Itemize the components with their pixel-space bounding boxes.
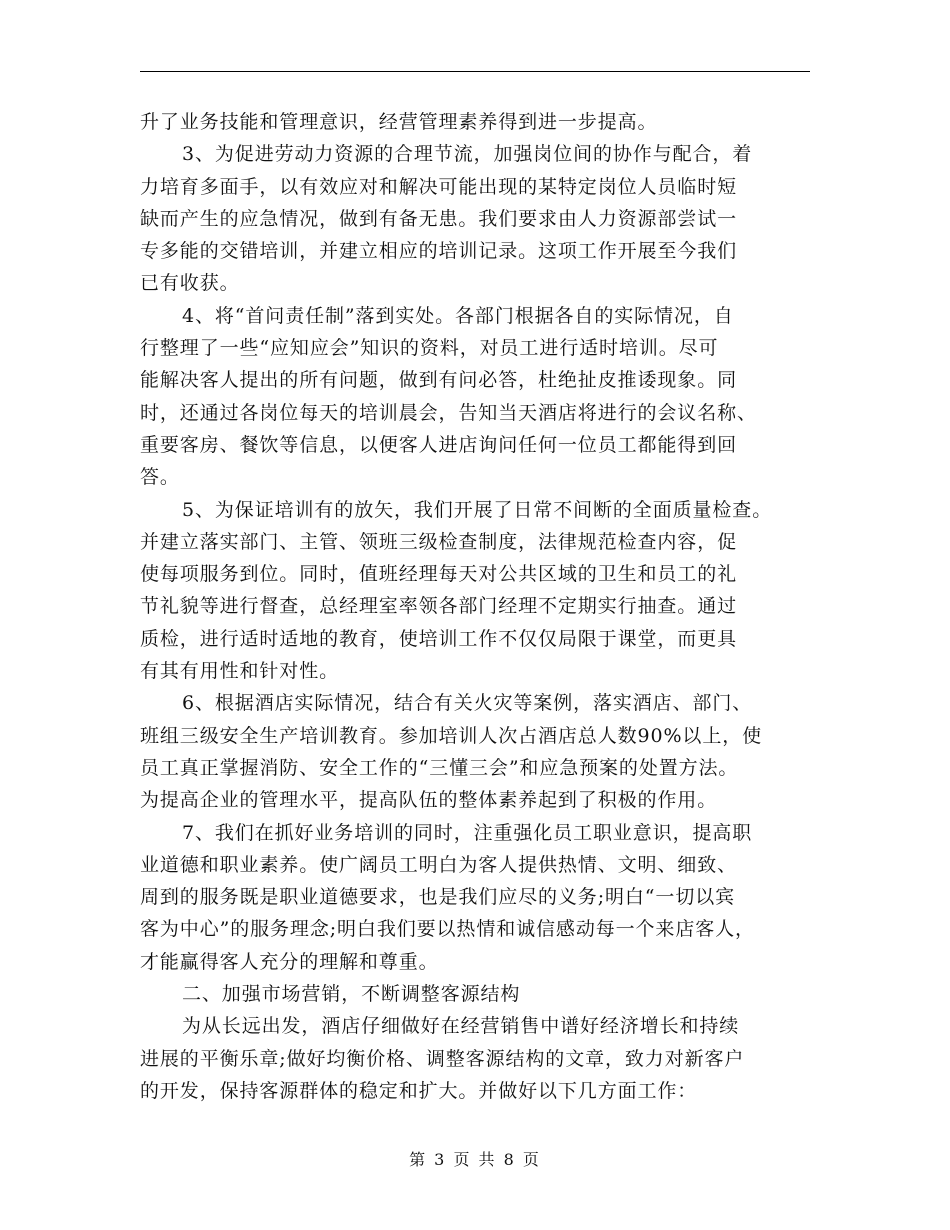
text-line: 周到的服务既是职业道德要求，也是我们应尽的义务;明白“一切以宾: [140, 886, 736, 909]
text-line: 能解决客人提出的所有问题，做到有问必答，杜绝扯皮推诿现象。同: [140, 369, 738, 392]
text-line: 业道德和职业素养。使广阔员工明白为客人提供热情、文明、细致、: [140, 853, 738, 876]
text-line: 力培育多面手，以有效应对和解决可能出现的某特定岗位人员临时短: [140, 175, 738, 198]
text-line: 才能赢得客人充分的理解和尊重。: [140, 950, 439, 973]
text-line: 节礼貌等进行督查，总经理室率领各部门经理不定期实行抽查。通过: [140, 595, 738, 618]
text-line: 客为中心”的服务理念;明白我们要以热情和诚信感动每一个来店客人，: [140, 918, 755, 941]
page-number: 第 3 页 共 8 页: [409, 1150, 541, 1169]
text-line: 已有收获。: [140, 272, 240, 295]
text-line: 为从长远出发，酒店仔细做好在经营销售中谱好经济增长和持续: [182, 1015, 740, 1038]
header-rule: [140, 71, 810, 72]
text-line: 班组三级安全生产培训教育。参加培训人次占酒店总人数90%以上，使: [140, 724, 763, 747]
document-body: [140, 106, 830, 1107]
text-line: 员工真正掌握消防、安全工作的“三懂三会”和应急预案的处置方法。: [140, 756, 739, 779]
text-line: 有其有用性和针对性。: [140, 660, 340, 683]
text-line: 专多能的交错培训，并建立相应的培训记录。这项工作开展至今我们: [140, 240, 738, 263]
text-line: 7、我们在抓好业务培训的同时，注重强化员工职业意识，提高职: [182, 821, 753, 844]
text-line: 时，还通过各岗位每天的培训晨会，告知当天酒店将进行的会议名称、: [140, 401, 757, 424]
text-line: 使每项服务到位。同时，值班经理每天对公共区域的卫生和员工的礼: [140, 563, 738, 586]
text-line: 进展的平衡乐章;做好均衡价格、调整客源结构的文章，致力对新客户: [140, 1047, 745, 1070]
text-line: 为提高企业的管理水平，提高队伍的整体素养起到了积极的作用。: [140, 789, 718, 812]
text-line: 行整理了一些“应知应会”知识的资料，对员工进行适时培训。尽可: [140, 337, 719, 360]
text-line: 升了业务技能和管理意识，经营管理素养得到进一步提高。: [140, 111, 658, 133]
text-line: 3、为促进劳动力资源的合理节流，加强岗位间的协作与配合，着: [182, 143, 753, 166]
section-heading: 二、加强市场营销，不断调整客源结构: [182, 983, 521, 1006]
text-line: 4、将“首问责任制”落到实处。各部门根据各自的实际情况，自: [182, 304, 734, 327]
text-line: 的开发，保持客源群体的稳定和扩大。并做好以下几方面工作：: [140, 1079, 698, 1102]
text-line: 5、为保证培训有的放矢，我们开展了日常不间断的全面质量检查。: [182, 498, 773, 521]
text-line: 并建立落实部门、主管、领班三级检查制度，法律规范检查内容，促: [140, 530, 738, 553]
text-line: 重要客房、餐饮等信息，以便客人进店询问任何一位员工都能得到回: [140, 433, 738, 456]
text-line: 缺而产生的应急情况，做到有备无患。我们要求由人力资源部尝试一: [140, 207, 738, 230]
text-line: 答。: [140, 466, 180, 489]
text-line: 6、根据酒店实际情况，结合有关火灾等案例，落实酒店、部门、: [182, 692, 753, 715]
text-line: 质检，进行适时适地的教育，使培训工作不仅仅局限于课堂，而更具: [140, 627, 738, 650]
